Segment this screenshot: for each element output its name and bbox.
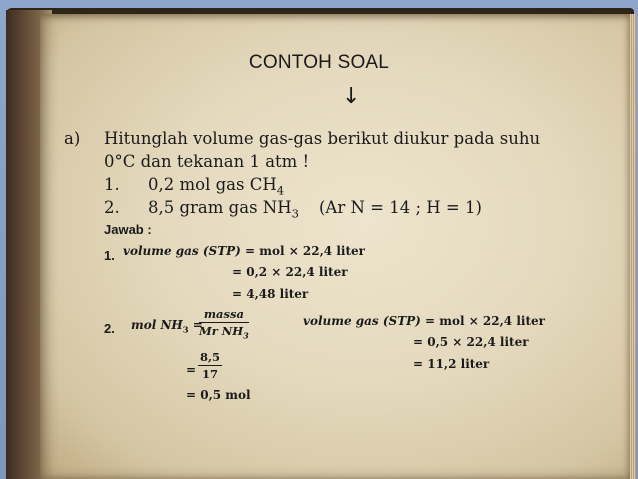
slide-title: CONTOH SOAL xyxy=(248,52,390,73)
fraction-massa-over-mr: massa Mr $NH_3$ xyxy=(199,307,249,341)
question-item-2: 8,5 gram gas $NH_3$ (Ar N = 14 ; H = 1) xyxy=(148,198,482,221)
fraction-values: $\frac{8,5}{17}$ xyxy=(200,350,221,381)
answer-1-line-1: volume gas (STP) = mol × 22,4 liter xyxy=(123,244,365,258)
question-marker: a) xyxy=(64,129,81,148)
answer-2-vol-line-3: = 11,2 liter xyxy=(413,357,490,371)
answer-1-line-3: = 4,48 liter xyxy=(232,287,309,301)
down-arrow-icon: ↓ xyxy=(342,84,361,109)
question-item-2-num: 2. xyxy=(104,198,120,217)
question-line-1: Hitunglah volume gas-gas berikut diukur pada suhu xyxy=(104,129,541,148)
question-item-1-num: 1. xyxy=(104,175,120,194)
answer-2-vol-line-1: volume gas (STP) = mol × 22,4 liter xyxy=(303,314,545,328)
question-line-2: 0°C dan tekanan 1 atm ! xyxy=(104,152,310,171)
answer-1-line-2: = 0,2 × 22,4 liter xyxy=(232,265,348,279)
answer-2-mol-result: = 0,5 mol xyxy=(186,388,251,402)
answer-label: Jawab : xyxy=(104,222,152,237)
answer-2-eq-sign: = xyxy=(186,363,197,377)
answer-1-num: 1. xyxy=(104,248,115,263)
answer-2-vol-line-2: = 0,5 × 22,4 liter xyxy=(413,335,529,349)
answer-2-mol-lhs: mol $NH_3$ = xyxy=(131,318,203,335)
question-item-1: 0,2 mol gas $CH_4$ xyxy=(148,175,285,198)
page-edges xyxy=(630,14,636,479)
answer-2-num: 2. xyxy=(104,321,115,336)
